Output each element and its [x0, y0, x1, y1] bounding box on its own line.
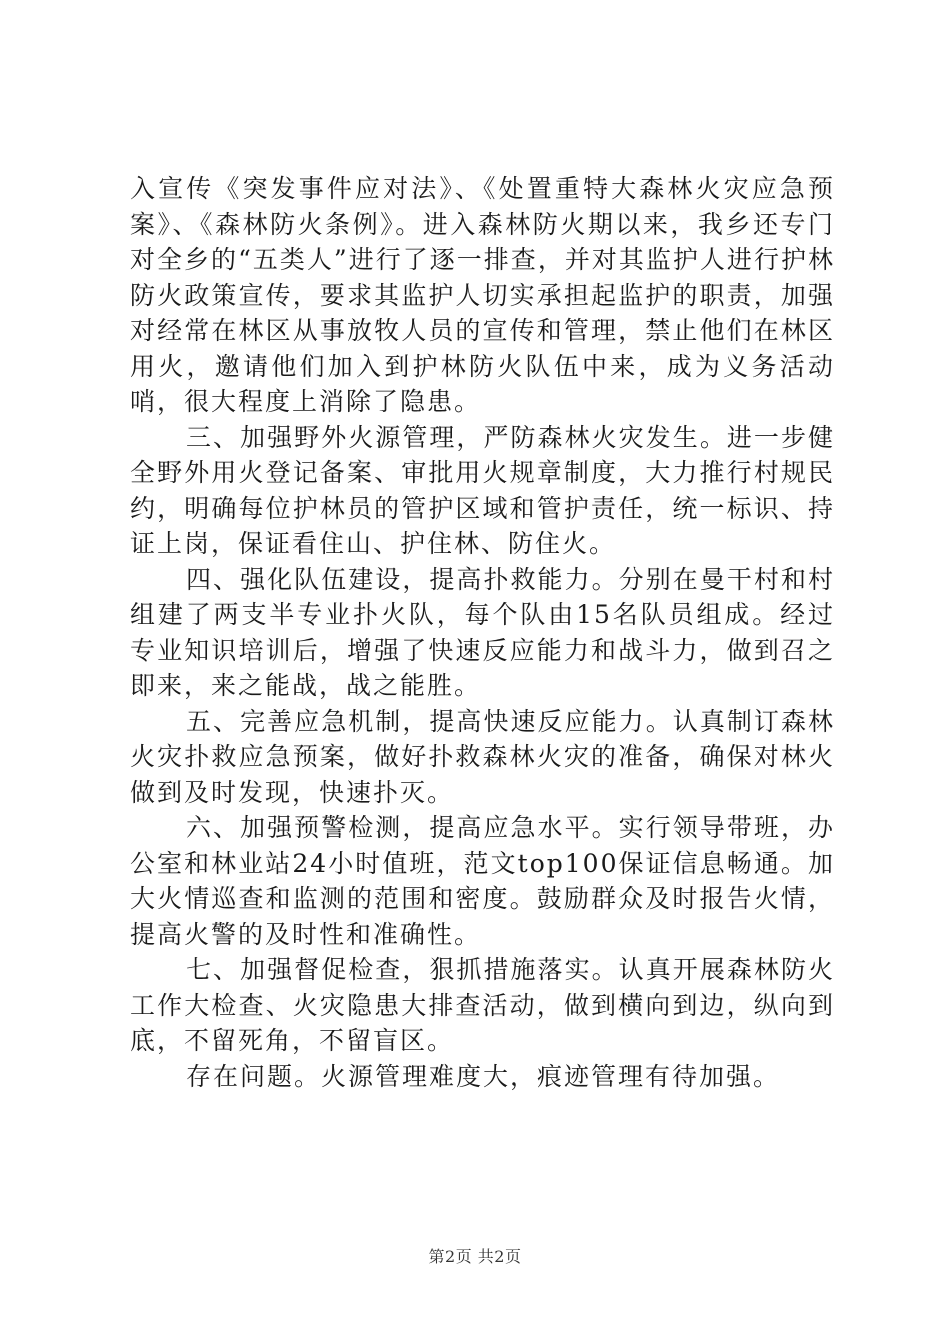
paragraph-section-four: 四、强化队伍建设，提高扑救能力。分别在曼干村和村组建了两支半专业扑火队，每个队由15名队员组成。经过专业知识培训后，增强了快速反应能力和战斗力，做到召之即来，来之能战，战之能胜。	[130, 564, 835, 700]
paragraph-continuation: 入宣传《突发事件应对法》、《处置重特大森林火灾应急预案》、《森林防火条例》。进入森林防火期以来，我乡还专门对全乡的“五类人”进行了逐一排查，并对其监护人进行护林防火政策宣传，要求其监护人切实承担起监护的职责，加强对经常在林区从事放牧人员的宣传和管理，禁止他们在林区用火，邀请他们加入到护林防火队伍中来，成为义务活动哨，很大程度上消除了隐患。	[130, 174, 835, 416]
paragraph-section-five: 五、完善应急机制，提高快速反应能力。认真制订森林火灾扑救应急预案，做好扑救森林火灾的准备，确保对林火做到及时发现，快速扑灭。	[130, 706, 835, 807]
page-footer: 第2页 共2页	[428, 1247, 522, 1266]
paragraph-section-six: 六、加强预警检测，提高应急水平。实行领导带班，办公室和林业站24小时值班，范文top100保证信息畅通。加大火情巡查和监测的范围和密度。鼓励群众及时报告火情，提高火警的及时性和准确性。	[130, 813, 835, 949]
paragraph-section-three: 三、加强野外火源管理，严防森林火灾发生。进一步健全野外用火登记备案、审批用火规章制度，大力推行村规民约，明确每位护林员的管护区域和管护责任，统一标识、持证上岗，保证看住山、护住林、防住火。	[130, 422, 835, 558]
paragraph-section-seven: 七、加强督促检查，狠抓措施落实。认真开展森林防火工作大检查、火灾隐患大排查活动，做到横向到边，纵向到底，不留死角，不留盲区。	[130, 955, 835, 1055]
paragraph-problems: 存在问题。火源管理难度大，痕迹管理有待加强。	[186, 1061, 781, 1091]
document-body	[130, 171, 835, 1094]
